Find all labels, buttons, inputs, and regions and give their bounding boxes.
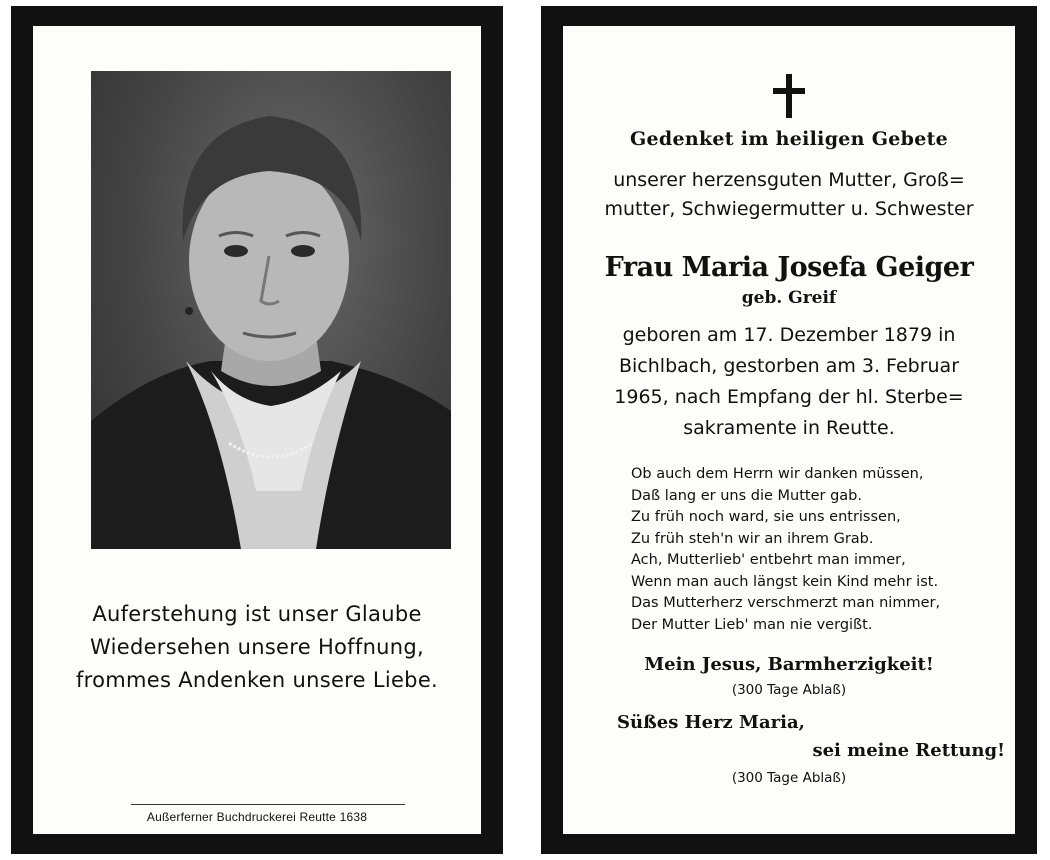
printer-imprint: Außerferner Buchdruckerei Reutte 1638	[146, 810, 368, 824]
memorial-card-right	[541, 6, 1037, 854]
card-left-paper	[33, 26, 481, 834]
memorial-card-left	[11, 6, 503, 854]
bio-line: 1965, nach Empfang der hl. Sterbe=	[614, 386, 964, 408]
deceased-name: Frau Maria Josefa Geiger	[604, 252, 974, 283]
maiden-name: geb. Greif	[741, 288, 837, 308]
bio-line: geboren am 17. Dezember 1879 in	[622, 324, 956, 346]
poem-line: Das Mutterherz verschmerzt man nimmer,	[631, 595, 941, 611]
portrait-illustration	[91, 71, 451, 549]
prayer-maria-line-2: sei meine Rettung!	[812, 740, 1005, 761]
poem-line: Der Mutter Lieb' man nie vergißt.	[631, 616, 873, 633]
poem	[631, 464, 1005, 636]
intro-line: unserer herzensguten Mutter, Groß=	[613, 169, 965, 191]
intro-text	[563, 166, 1015, 224]
poem-line: Zu früh noch ward, sie uns entrissen,	[631, 509, 901, 525]
prayer-jesus: Mein Jesus, Barmherzigkeit!	[644, 654, 934, 675]
printer-divider	[131, 804, 405, 805]
poem-line: Daß lang er uns die Mutter gab.	[631, 487, 862, 504]
prayer-maria-line-1: Süßes Herz Maria,	[617, 712, 805, 733]
card-right-paper	[563, 26, 1015, 834]
bio-line: sakramente in Reutte.	[683, 417, 895, 439]
poem-line: Ob auch dem Herrn wir danken müssen,	[631, 466, 924, 482]
poem-line: Wenn man auch längst kein Kind mehr ist.	[631, 573, 939, 590]
poem-line: Ach, Mutterlieb' entbehrt man immer,	[631, 552, 906, 568]
cross-icon	[769, 74, 809, 118]
indulgence-note: (300 Tage Ablaß)	[731, 770, 847, 786]
indulgence-note: (300 Tage Ablaß)	[731, 682, 847, 698]
poem-line: Zu früh steh'n wir an ihrem Grab.	[631, 530, 874, 547]
biography	[563, 320, 1015, 444]
motto-line: Wiedersehen unsere Hoffnung,	[89, 635, 425, 659]
motto-line: Auferstehung ist unser Glaube	[92, 602, 422, 626]
motto-text	[33, 598, 481, 697]
bio-line: Bichlbach, gestorben am 3. Februar	[618, 355, 960, 377]
portrait-photo	[91, 71, 451, 549]
motto-line: frommes Andenken unsere Liebe.	[75, 668, 439, 692]
heading: Gedenket im heiligen Gebete	[629, 128, 949, 150]
intro-line: mutter, Schwiegermutter u. Schwester	[604, 198, 974, 220]
